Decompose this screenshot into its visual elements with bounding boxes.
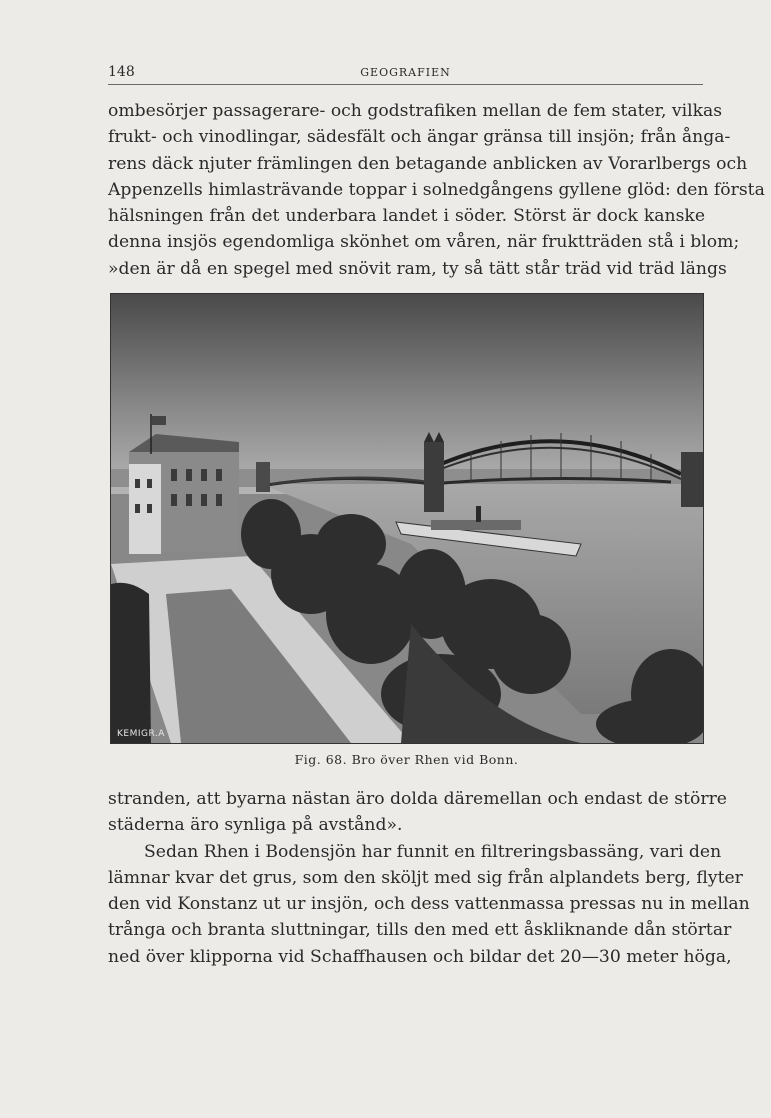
text-line: den vid Konstanz ut ur insjön, och dess vattenmassa pressas nu in mellan [108,894,750,915]
paragraph [108,839,750,970]
text-line: denna insjös egendomliga skönhet om våren, när fruktträden stå i blom; [108,232,740,253]
text-line: Appenzells himlasträvande toppar i solnedgångens gyllene glöd: den första [108,179,765,200]
text-line: stranden, att byarna nästan äro dolda däremellan och endast de större [108,789,727,809]
photo-illustration [111,294,703,743]
text-line: »den är då en spegel med snövit ram, ty så tätt står träd vid träd längs [108,258,727,279]
text-line: hälsningen från det underbara landet i söder. Störst är dock kanske [108,206,705,227]
paragraph [108,786,727,839]
text-line: rens däck njuter främlingen den betagande anblicken av Vorarlbergs och [108,153,748,174]
bridge-tower [424,442,444,512]
text-line: trånga och branta sluttningar, tills den med ett åskliknande dån störtar [108,920,732,941]
text-line: lämnar kvar det grus, som den sköljt med sig från alplandets berg, flyter [108,867,743,888]
figure-photo-bonn-bridge [110,293,704,744]
text-line: städerna äro synliga på avstånd». [108,815,403,836]
page-header [108,62,703,85]
text-line: frukt- och vinodlingar, sädesfält och ängar gränsa till insjön; från ånga- [108,127,731,148]
top-paragraph [108,98,765,282]
figure-caption: Fig. 68. Bro över Rhen vid Bonn. [294,752,519,767]
running-head: GEOGRAFIEN [360,66,451,79]
bottom-text [108,786,750,970]
text-line: Sedan Rhen i Bodensjön har funnit en filtreringsbassäng, vari den [144,841,722,862]
text-line: ned över klipporna vid Schaffhausen och bildar det 20—30 meter höga, [108,946,732,967]
page-number: 148 [108,64,135,80]
engraver-mark: KEMIGR.A [117,729,165,739]
text-line: ombesörjer passagerare- och godstrafiken mellan de fem stater, vilkas [108,101,723,121]
